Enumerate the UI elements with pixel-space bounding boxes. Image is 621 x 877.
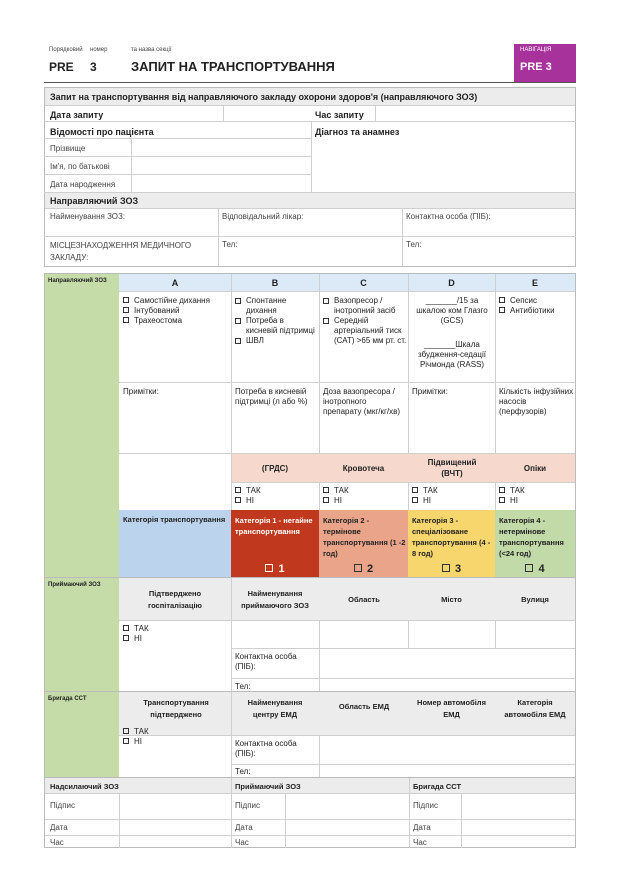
c-item-1[interactable]: Вазопресор / інотропний засіб — [323, 296, 407, 316]
b-item-1[interactable]: Спонтанне дихання — [235, 296, 317, 316]
e-note: Кількість інфузійних насосів (перфузорів) — [499, 387, 574, 416]
nav-box[interactable] — [514, 44, 576, 82]
b-note: Потреба в кисневій підтримці (л або %) — [235, 387, 308, 406]
date-label: Дата запиту — [50, 110, 104, 120]
receiving-name: Найменування приймаючого ЗОЗ — [241, 589, 309, 610]
sig3-date: Дата — [413, 823, 431, 832]
sig3-time: Час — [413, 838, 427, 847]
facility-name-label: Найменування ЗОЗ: — [50, 212, 126, 221]
col-b: B — [271, 278, 279, 288]
b-item-2[interactable]: Потреба в кисневій підтримці — [235, 316, 317, 336]
phone2-label: Тел: — [406, 240, 422, 249]
time-label: Час запиту — [315, 110, 364, 120]
e-no[interactable]: НІ — [499, 496, 569, 506]
receiving-city: Місто — [441, 595, 462, 604]
contact-label: Контактна особа (ПІБ): — [406, 212, 491, 221]
c-item-2[interactable]: Середній артеріальний тиск (САТ) >65 мм рт. ст. — [323, 316, 407, 346]
d-no[interactable]: НІ — [412, 496, 492, 506]
col-c: C — [360, 278, 367, 288]
dob-label: Дата народження — [50, 180, 116, 189]
brigade-yes[interactable]: ТАК — [123, 727, 223, 737]
sig2-time: Час — [235, 838, 249, 847]
a-item-2[interactable]: Інтубований — [123, 306, 231, 316]
category-4[interactable]: Категорія 4 - нетермінове транспортування (<24 год) 4 — [495, 510, 575, 577]
section-code: PRE — [49, 60, 74, 74]
c-yes[interactable]: ТАК — [323, 486, 403, 496]
phone1-label: Тел: — [222, 240, 238, 249]
doctor-label: Відповідальний лікар: — [222, 212, 304, 221]
page-title: ЗАПИТ НА ТРАНСПОРТУВАННЯ — [131, 59, 335, 74]
brigade-category: Категорія автомобіля ЕМД — [504, 698, 566, 719]
category-2-number: 2 — [366, 563, 374, 575]
d-note: Примітки: — [412, 387, 448, 396]
receiving-contact: Контактна особа (ПІБ): — [235, 652, 297, 671]
matrix-side — [45, 274, 119, 577]
cond-e: Опіки — [523, 464, 547, 473]
sig-col-3: Бригада ССТ — [413, 782, 462, 791]
request-heading: Запит на транспортування від направляючого закладу охорони здоров'я (направляючого ЗОЗ) — [50, 92, 478, 102]
referring-heading: Направляючий ЗОЗ — [50, 196, 139, 206]
sig-col-2: Приймаючий ЗОЗ — [235, 782, 301, 791]
name-label: Ім'я, по батькові — [50, 162, 110, 171]
brigade-region: Область ЕМД — [338, 702, 390, 711]
cond-c: Кровотеча — [342, 464, 385, 473]
d-yes[interactable]: ТАК — [412, 486, 492, 496]
brigade-no[interactable]: НІ — [123, 737, 223, 747]
cond-b: (ГРДС) — [261, 464, 289, 473]
e-item-1[interactable]: Сепсис — [499, 296, 575, 306]
sig1-date: Дата — [50, 823, 68, 832]
label-number: номер — [90, 47, 108, 53]
category-1-number: 1 — [278, 563, 285, 575]
col-d: D — [448, 278, 455, 288]
receiving-no[interactable]: НІ — [123, 634, 223, 644]
col-a: A — [171, 278, 179, 288]
section-number: 3 — [90, 60, 97, 74]
e-item-2[interactable]: Антибіотики — [499, 306, 575, 316]
brigade-vehicle: Номер автомобіля ЕМД — [417, 698, 486, 719]
col-e: E — [531, 278, 538, 288]
a-note: Примітки: — [123, 387, 159, 396]
category-4-number: 4 — [538, 563, 545, 575]
c-no[interactable]: НІ — [323, 496, 403, 506]
brigade-contact: Контактна особа (ПІБ): — [235, 739, 297, 758]
surname-label: Прізвище — [50, 144, 86, 153]
a-item-1[interactable]: Самостійне дихання — [123, 296, 231, 306]
receiving-region: Область — [348, 595, 380, 604]
brigade-side-label: Бригада ССТ — [48, 696, 87, 702]
sig-col-1: Надсилаючий ЗОЗ — [50, 782, 119, 791]
b-yes[interactable]: ТАК — [235, 486, 315, 496]
category-label: Категорія транспортування — [123, 515, 226, 524]
sig3-sign: Підпис — [413, 801, 438, 810]
receiving-confirmed: Підтверджено госпіталізацію — [148, 589, 202, 610]
brigade-phone: Тел: — [235, 767, 251, 776]
b-item-3[interactable]: ШВЛ — [235, 336, 317, 346]
diagnosis-heading: Діагноз та анамнез — [315, 127, 400, 137]
receiving-side-label: Приймаючий ЗОЗ — [48, 582, 101, 588]
label-section: та назва секції — [131, 47, 172, 53]
e-yes[interactable]: ТАК — [499, 486, 569, 496]
c-note: Доза вазопресора / інотропного препарату (мкг/кг/хв) — [323, 387, 401, 416]
sig2-date: Дата — [235, 823, 253, 832]
category-1[interactable]: Категорія 1 - негайне транспортування 1 — [231, 510, 319, 577]
patient-heading: Відомості про пацієнта — [50, 127, 154, 137]
sig2-sign: Підпис — [235, 801, 260, 810]
nav-value: PRE 3 — [520, 61, 552, 73]
d-rass[interactable]: _______Шкала збудження-седації Річмонда (RASS) — [418, 340, 486, 369]
a-item-3[interactable]: Трахеостома — [123, 316, 231, 326]
label-index: Порядковий — [49, 47, 83, 53]
brigade-center: Найменування центру ЕМД — [247, 698, 303, 719]
brigade-confirmed: Транспортування підтверджено — [143, 698, 209, 719]
location-label: МІСЦЕЗНАХОДЖЕННЯ МЕДИЧНОГО ЗАКЛАДУ: — [50, 241, 192, 262]
sig1-time: Час — [50, 838, 64, 847]
sig1-sign: Підпис — [50, 801, 75, 810]
nav-label: НАВІГАЦІЯ — [520, 47, 552, 53]
category-2[interactable]: Категорія 2 - термінове транспортування (1 -2 год) 2 — [319, 510, 408, 577]
cond-d: Підвищений (ВЧТ) — [427, 458, 477, 478]
receiving-street: Вулиця — [521, 595, 549, 604]
d-gcs[interactable]: _______/15 за шкалою ком Глазго (GCS) — [416, 296, 488, 325]
category-3-number: 3 — [454, 563, 462, 575]
b-no[interactable]: НІ — [235, 496, 315, 506]
receiving-yes[interactable]: ТАК — [123, 624, 223, 634]
receiving-phone: Тел: — [235, 682, 251, 691]
category-3[interactable]: Категорія 3 - спеціалізоване транспортування (4 - 8 год) 3 — [408, 510, 495, 577]
matrix-side-label: Направляючий ЗОЗ — [48, 278, 107, 284]
